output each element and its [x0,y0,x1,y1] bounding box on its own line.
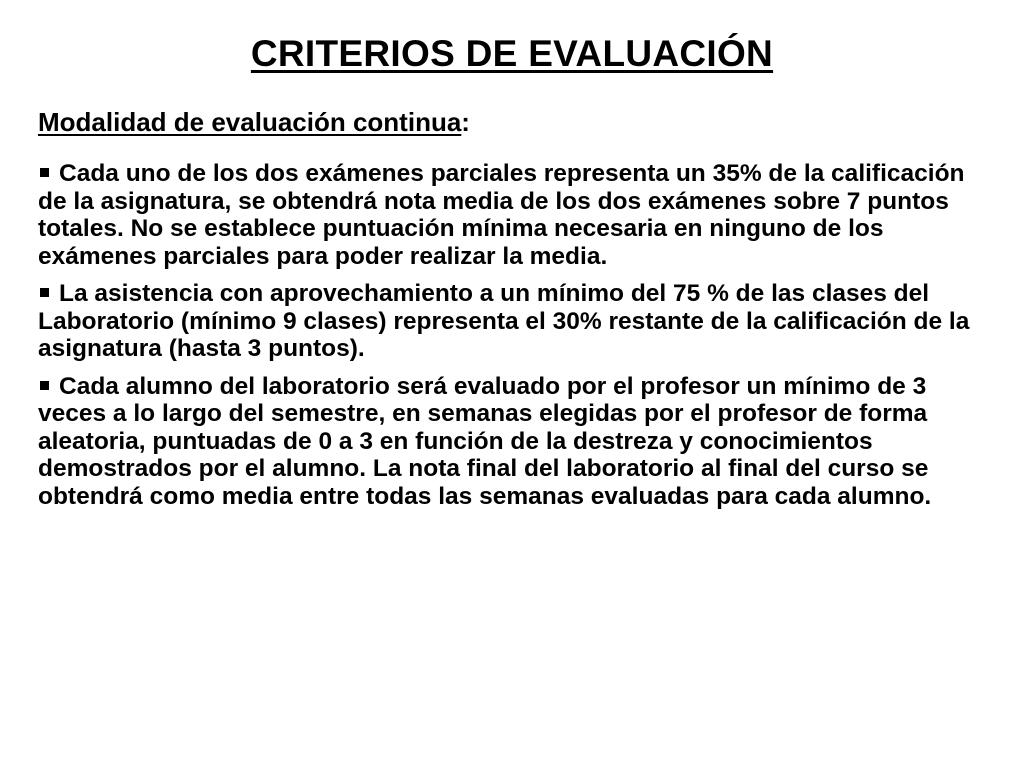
list-item [38,160,988,270]
square-bullet-icon [40,381,49,390]
criteria-list [38,160,988,520]
page-title: CRITERIOS DE EVALUACIÓN [250,33,774,74]
section-subtitle [38,104,470,140]
subtitle-label: Modalidad de evaluación continua [38,107,462,137]
list-item-text: Cada uno de los dos exámenes parciales representa un 35% de la calificación de la asignatura, se obtendrá nota media de los dos exámenes sobre 7 puntos totales. No se establece puntuación mínima necesaria en ninguno de los exámenes parciales para poder realizar la media. [38,160,965,270]
list-item-text: La asistencia con aprovechamiento a un mínimo del 75 % de las clases del Laboratorio (mínimo 9 clases) representa el 30% restante de la calificación de la asignatura (hasta 3 puntos). [38,280,970,362]
square-bullet-icon [40,288,49,297]
subtitle-colon: : [461,107,470,137]
list-item-text: Cada alumno del laboratorio será evaluado por el profesor un mínimo de 3 veces a lo largo del semestre, en semanas elegidas por el profesor de forma aleatoria, puntuadas de 0 a 3 en función de la destreza y conocimientos demostrados por el alumno. La nota final del laboratorio al final del curso se obtendrá como media entre todas las semanas evaluadas para cada alumno. [38,372,932,510]
list-item [38,373,988,511]
list-item [38,280,988,363]
square-bullet-icon [40,168,49,177]
